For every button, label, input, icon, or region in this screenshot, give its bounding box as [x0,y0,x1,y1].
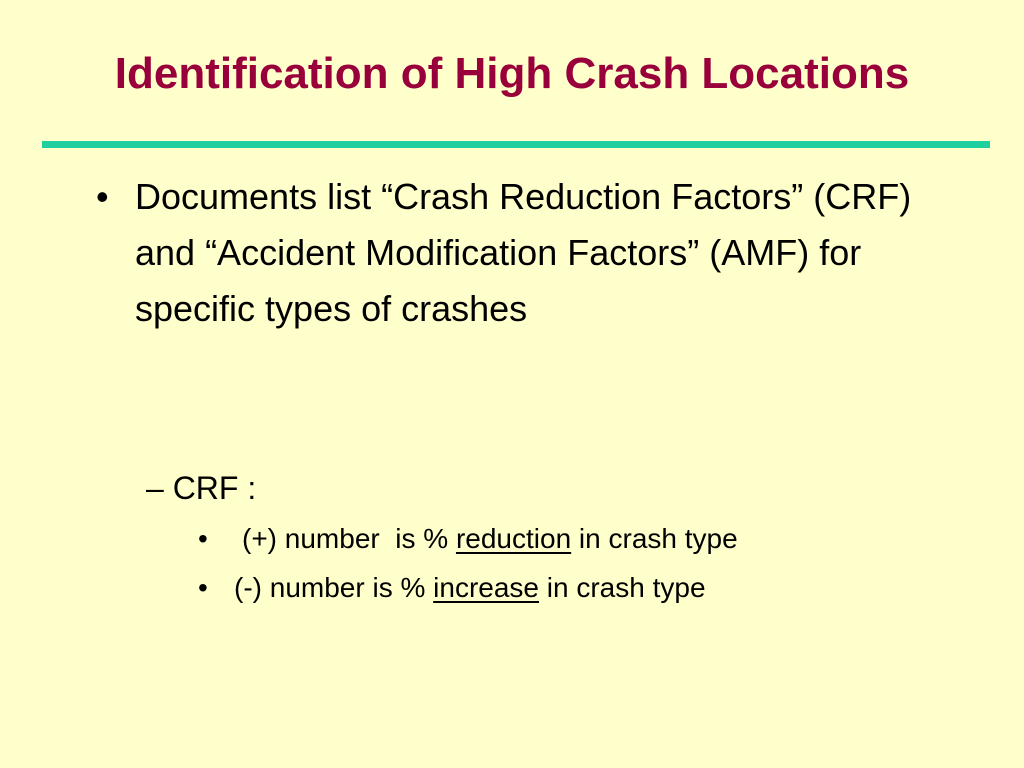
main-bullet-text: Documents list “Crash Reduction Factors” (CRF) and “Accident Modification Factors” (AMF) for specific types of crashes [135,176,912,329]
bullet-marker: • [198,523,208,554]
bullet-marker: • [198,572,208,603]
positive-number-bullet [198,519,738,559]
slide-title: Identification of High Crash Locations [114,49,910,98]
point-emphasis: increase [433,572,539,603]
point-text: in crash type [571,523,738,554]
crf-sub-bullet: – CRF : [146,470,257,506]
negative-number-bullet [198,568,706,608]
point-text: (+) number is % [242,523,456,554]
point-text: in crash type [539,572,706,603]
point-emphasis: reduction [455,523,572,554]
bullet-marker: • [96,176,109,217]
title-divider [42,141,990,148]
main-bullet [96,169,946,337]
point-text: (-) number is % [234,572,434,603]
